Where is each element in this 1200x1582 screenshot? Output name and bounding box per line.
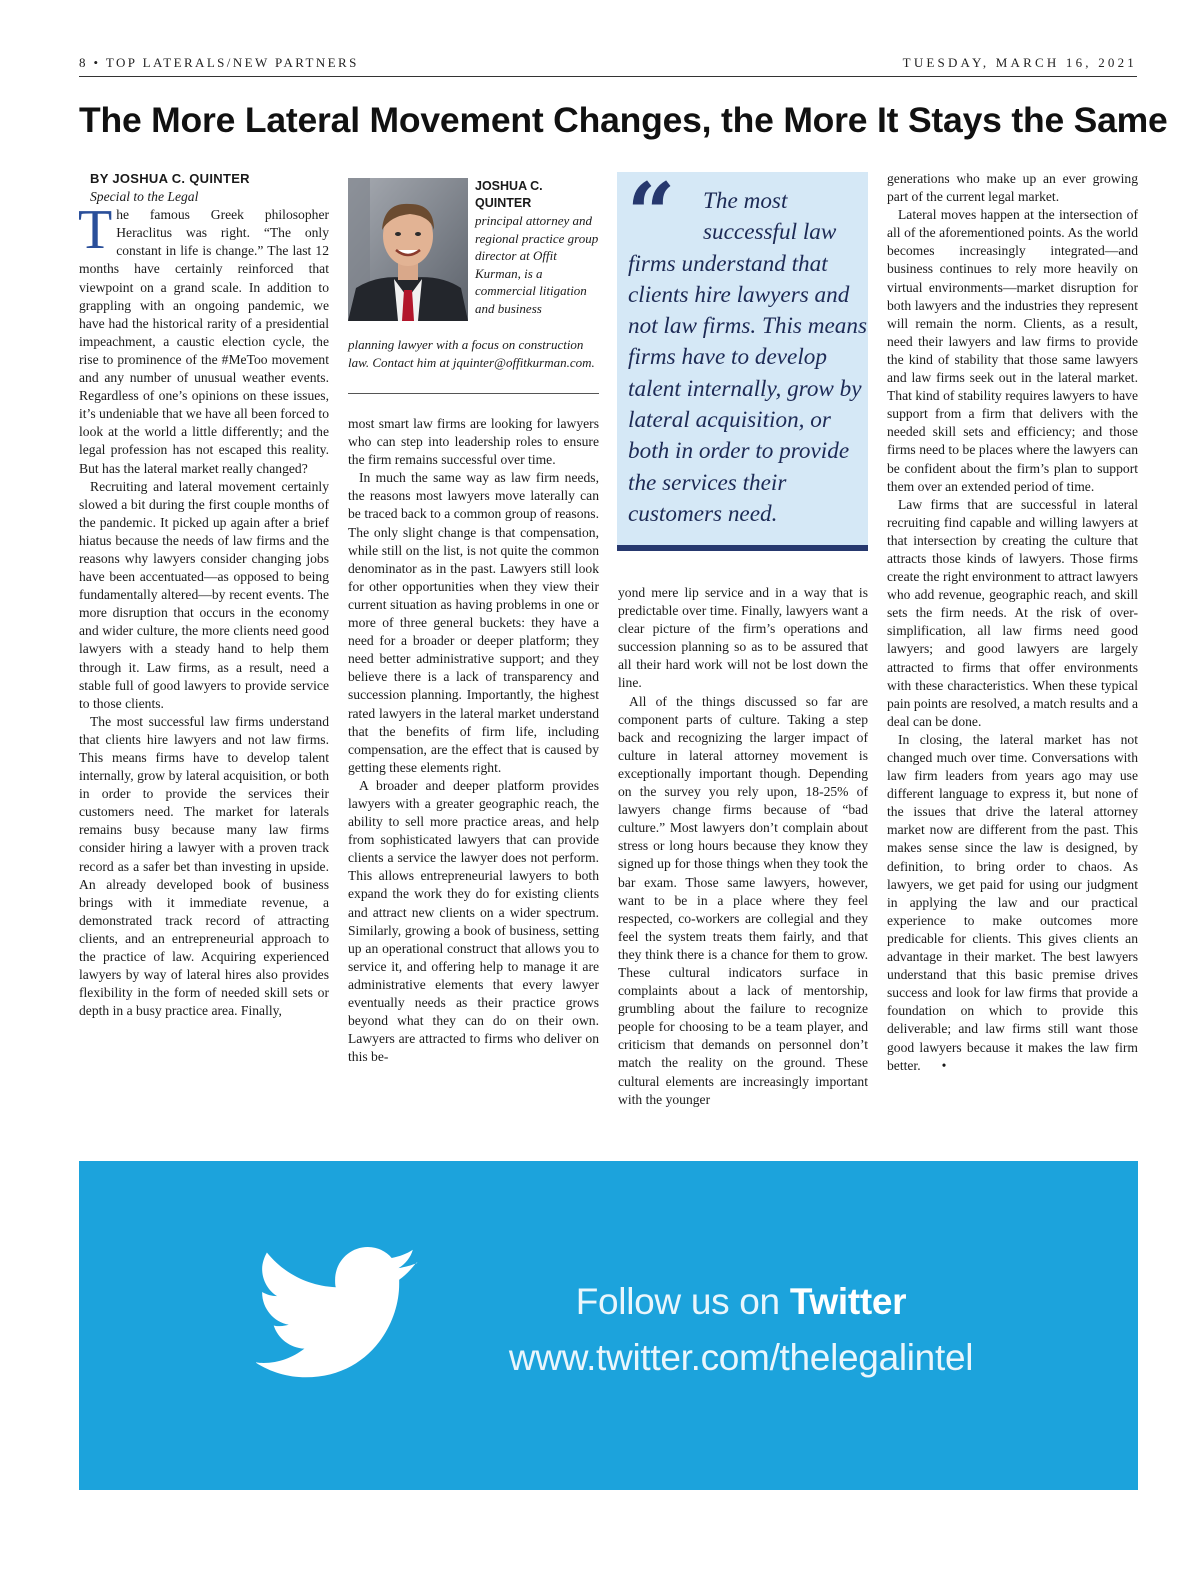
section-label: 8 • TOP LATERALS/NEW PARTNERS bbox=[79, 55, 359, 70]
follow-text: Follow us on Twitter bbox=[575, 1281, 907, 1322]
article-column-4 bbox=[887, 170, 1138, 1075]
author-bio-box bbox=[348, 178, 599, 398]
paragraph: Law firms that are successful in lateral recruiting find capable and willing lawyers at that intersection by creating the culture that attracts those kinds of lawyers. Those firms create the right environment to attract lawyers who add revenue, geographic reach, and skill sets the firm needs. At the risk of over-simplification, all law firms need good lawyers; and good lawyers are largely attracted to firms that offer environments with these characteristics. When these typical pain points are resolved, a match results and a deal can be done. bbox=[887, 496, 1138, 729]
page-header bbox=[79, 53, 1137, 73]
pull-quote bbox=[617, 164, 868, 551]
twitter-brand: Twitter bbox=[789, 1281, 907, 1322]
author-bio-top: principal attorney and regional practice group director at Offit Kurman, is a commercial litigation and business bbox=[475, 213, 599, 316]
paragraph: most smart law firms are looking for lawyers who can step into leadership roles to ensure the firm remains successful over time. bbox=[348, 416, 599, 468]
bio-rule bbox=[348, 393, 599, 394]
header-rule bbox=[79, 76, 1137, 77]
paragraph: A broader and deeper platform provides lawyers with a greater geographic reach, the ability to sell more practice areas, and help from sophisticated lawyers that can provide clients a service the lawyer does not perform. This allows entrepreneurial lawyers to both expand the work they do for existing clients and attract new clients on a wider spectrum. Similarly, growing a book of business, setting up an operational construct that allows you to service it, and offering help to manage it are administrative elements that every lawyer eventually needs as their practice grows beyond what they can do on their own. Lawyers are attracted to firms who deliver on this be- bbox=[348, 777, 599, 1065]
end-mark: • bbox=[941, 1057, 947, 1073]
paragraph: In much the same way as law firm needs, the reasons most lawyers move laterally can be traced back to a common group of reasons. The only slight change is that compensation, while still on the list, is not quite the common denominator as in the past. Lawyers still look for other opportunities when they view their current situation as having problems in one or more of three general buckets: they have a need for a broader or deeper platform; they need better administrative support; and they believe there is a lack of transparency and succession planning. Importantly, the highest rated lawyers in the lateral market understand that the benefits of firm life, including compensation, are the effect that is caused by getting these elements right. bbox=[348, 470, 599, 775]
paragraph: In closing, the lateral market has not changed much over time. Conversations with law firm leaders from years ago may use different language to express it, but none of the issues that drive the lateral attorney market now are different from the past. This makes sense since the law is designed, by definition, to bring order to chaos. As lawyers, we get paid for using our judgment in applying the law and our practical experience to make outcomes more predicable for clients. This gives clients an advantage in their market. The best lawyers understand that this basic premise drives success and look for law firms that provide a foundation on which to provide this deliverable; and law firms still want those good lawyers because it makes the law firm better. • bbox=[887, 731, 1138, 1075]
paragraph: yond mere lip service and in a way that is predictable over time. Finally, lawyers want a clear picture of the firm’s operations and succession planning so as to be assured that all their hard work will not be lost down the line. bbox=[618, 585, 868, 691]
author-photo bbox=[348, 178, 468, 321]
author-name: JOSHUA C. QUINTER bbox=[475, 179, 543, 210]
paragraph: The famous Greek philosopher Heraclitus was right. “The only constant in life is change.” The last 12 months have certainly reinforced that viewpoint on a grand scale. In addition to grappling with an ongoing pandemic, we have had the historical rarity of a presidential impeachment, a caustic election cycle, the rise to prominence of the #MeToo movement and any number of unusual weather events. Regardless of one’s opinions on these issues, it’s undeniable that we have all been forced to look at the world a little differently; and the legal profession has not escaped this reality. But has the lateral market really changed? bbox=[78, 199, 329, 476]
twitter-url[interactable]: www.twitter.com/thelegalintel bbox=[508, 1337, 974, 1378]
paragraph: Lateral moves happen at the intersection of all of the aforementioned points. As the world becomes increasingly integrated—and business continues to rely more heavily on virtual environments—market disruption for both lawyers and the industries they represent will remain the norm. Clients, as a result, need their lawyers and law firms to provide the kind of stability that those same lawyers and law firms seek out in the lateral market. That kind of stability requires lawyers to have support from a firm that delivers with the needed skill sets and efficiency; and those firms need to be places where the lawyers can be confident about the firm’s plan to support them over an extended period of time. bbox=[887, 207, 1138, 494]
article-column-1 bbox=[79, 170, 329, 1020]
byline: BY JOSHUA C. QUINTER bbox=[90, 171, 250, 186]
byline-subtitle: Special to the Legal bbox=[90, 189, 199, 205]
author-bio-bottom: planning lawyer with a focus on construction law. Contact him at jquinter@offitkurman.com. bbox=[348, 337, 595, 370]
twitter-banner[interactable] bbox=[79, 1161, 1138, 1490]
paragraph: The most successful law firms understand that clients hire lawyers and not law firms. This means firms have to develop talent internally, grow by lateral acquisition, or both in order to provide the services their customers need. The market for laterals remains busy because many law firms consider hiring a lawyer with a proven track record as a safer bet than investing in upside. An already developed book of business brings with it immediate revenue, a demonstrated track record of attracting clients, and an entrepreneurial approach to the practice of law. Acquiring experienced lawyers by way of lateral hires also provides flexibility in the form of needed skill sets or depth in a busy practice area. Finally, bbox=[79, 713, 329, 1019]
article-headline: The More Lateral Movement Changes, the More It Stays the Same bbox=[79, 100, 1168, 140]
quote-mark-icon: “ bbox=[627, 164, 676, 263]
issue-date: TUESDAY, MARCH 16, 2021 bbox=[902, 55, 1137, 70]
paragraph: All of the things discussed so far are component parts of culture. Taking a step back and recognizing the larger impact of culture in lateral attorney movement is exceptionally important though. Depending on the survey you rely upon, 18-25% of lawyers change firms because of “bad culture.” Most lawyers don’t complain about stress or long hours because they know they signed up for those things when they took the bar exam. Those same lawyers, however, want to be in a place where they feel respected, co-workers are collegial and they feel the system treats them fairly, and that they think there is a chance for them to grow. These cultural indicators surface in complaints about a lack of mentorship, grumbling about the failure to recognize people for choosing to be a team player, and criticism that demands on personnel don’t match the reality on the ground. These cultural elements are increasingly important with the younger bbox=[618, 693, 868, 1107]
drop-cap: T bbox=[78, 199, 113, 262]
paragraph: Recruiting and lateral movement certainly slowed a bit during the first couple months of the pandemic. It picked up again after a brief hiatus because the needs of law firms and the reasons why lawyers consider changing jobs have been accentuated—as opposed to being fundamentally altered—by recent events. The more disruption that occurs in the economy and wider culture, the more clients need good lawyers with a steady hand to help them through it. Law firms, as a result, need a stable full of good lawyers to provide service to those clients. bbox=[79, 478, 329, 711]
article-column-3 bbox=[618, 584, 868, 1109]
article-column-2 bbox=[348, 415, 599, 1066]
paragraph: generations who make up an ever growing part of the current legal market. bbox=[887, 171, 1138, 205]
pull-quote-text: The most successful law firms understand that clients hire lawyers and not law firms. This means firms have to develop talent internally, grow by lateral acquisition, or both in order to provide the services their customers need. bbox=[628, 188, 867, 527]
